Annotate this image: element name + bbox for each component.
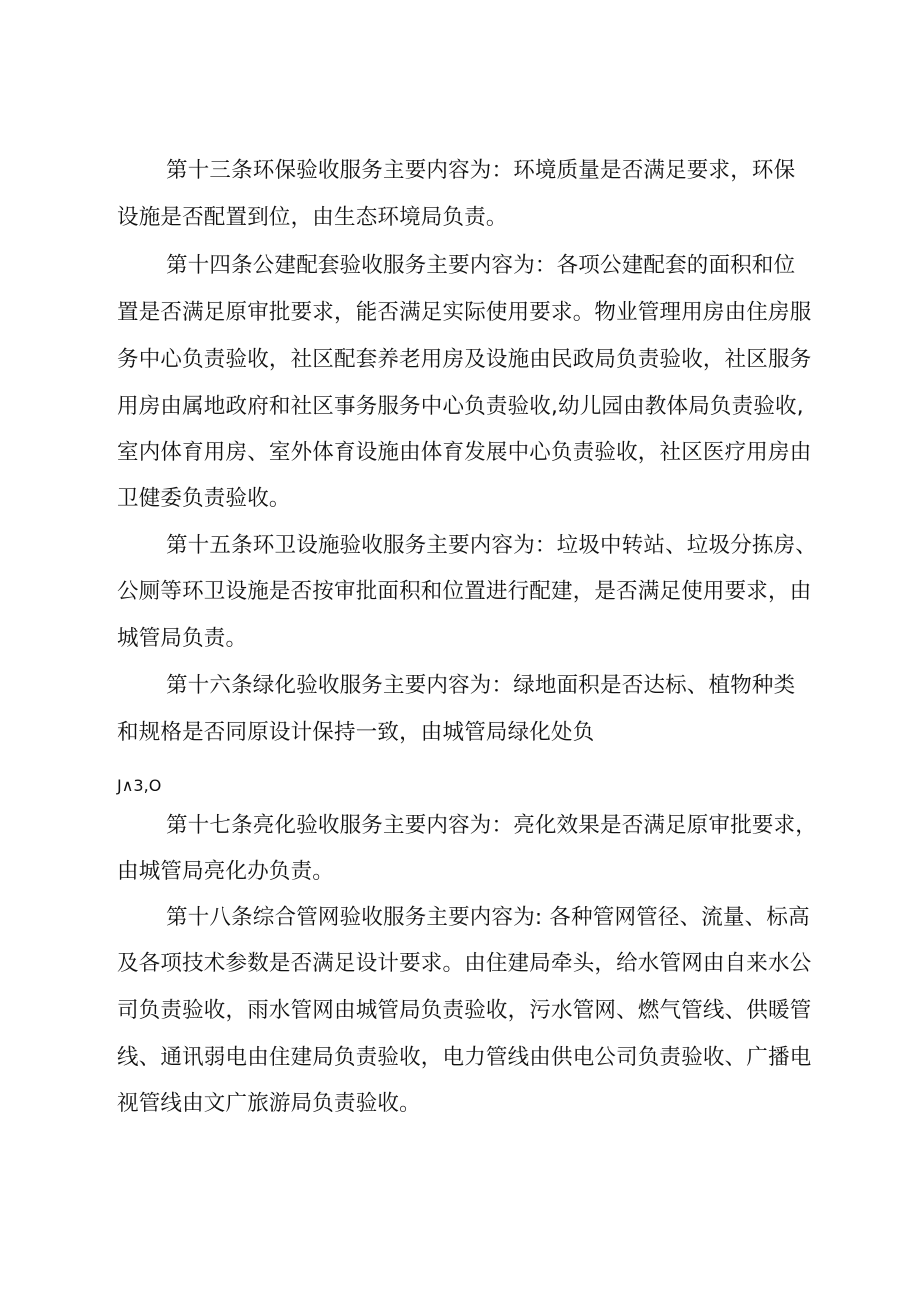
paragraph-5-line-1: 第十七条亮化验收服务主要内容为：亮化效果是否满足原审批要求，	[166, 813, 818, 838]
paragraph-6-line-1: 第十八条综合管网验收服务主要内容为: 各种管网管径、流量、标高	[166, 905, 810, 930]
paragraph-2-line-4: 用房由属地政府和社区事务服务中心负责验收,幼儿园由教体局负责验收,	[117, 394, 804, 419]
paragraph-2-line-5: 室内体育用房、室外体育设施由体育发展中心负责验收，社区医疗用房由	[117, 440, 812, 465]
paragraph-3-line-3: 城管局负责。	[117, 626, 248, 651]
stray-text-fragment: J∧3,O	[117, 776, 162, 795]
paragraph-6-line-4: 线、通讯弱电由住建局负责验收，电力管线由供电公司负责验收、广播电	[117, 1045, 812, 1070]
paragraph-6-line-3: 司负责验收，雨水管网由城管局负责验收，污水管网、燃气管线、供暖管	[117, 998, 812, 1023]
paragraph-4-line-2: 和规格是否同原设计保持一致，由城管局绿化处负	[117, 720, 595, 745]
paragraph-2-line-2: 置是否满足原审批要求，能否满足实际使用要求。物业管理用房由住房服	[117, 300, 812, 325]
paragraph-2-line-1: 第十四条公建配套验收服务主要内容为：各项公建配套的面积和位	[166, 253, 796, 278]
paragraph-3-line-1: 第十五条环卫设施验收服务主要内容为：垃圾中转站、垃圾分拣房、	[166, 533, 818, 558]
paragraph-3-line-2: 公厕等环卫设施是否按审批面积和位置进行配建，是否满足使用要求，由	[117, 579, 812, 604]
paragraph-5-line-2: 由城管局亮化办负责。	[117, 859, 335, 884]
paragraph-1-line-2: 设施是否配置到位，由生态环境局负责。	[117, 205, 508, 230]
paragraph-1-line-1: 第十三条环保验收服务主要内容为：环境质量是否满足要求，环保	[166, 158, 796, 183]
paragraph-2-line-3: 务中心负责验收，社区配套养老用房及设施由民政局负责验收，社区服务	[117, 347, 812, 372]
paragraph-4-line-1: 第十六条绿化验收服务主要内容为：绿地面积是否达标、植物种类	[166, 673, 796, 698]
paragraph-2-line-6: 卫健委负责验收。	[117, 486, 291, 511]
paragraph-6-line-2: 及各项技术参数是否满足设计要求。由住建局牵头，给水管网由自来水公	[117, 951, 812, 976]
paragraph-6-line-5: 视管线由文广旅游局负责验收。	[117, 1091, 421, 1116]
